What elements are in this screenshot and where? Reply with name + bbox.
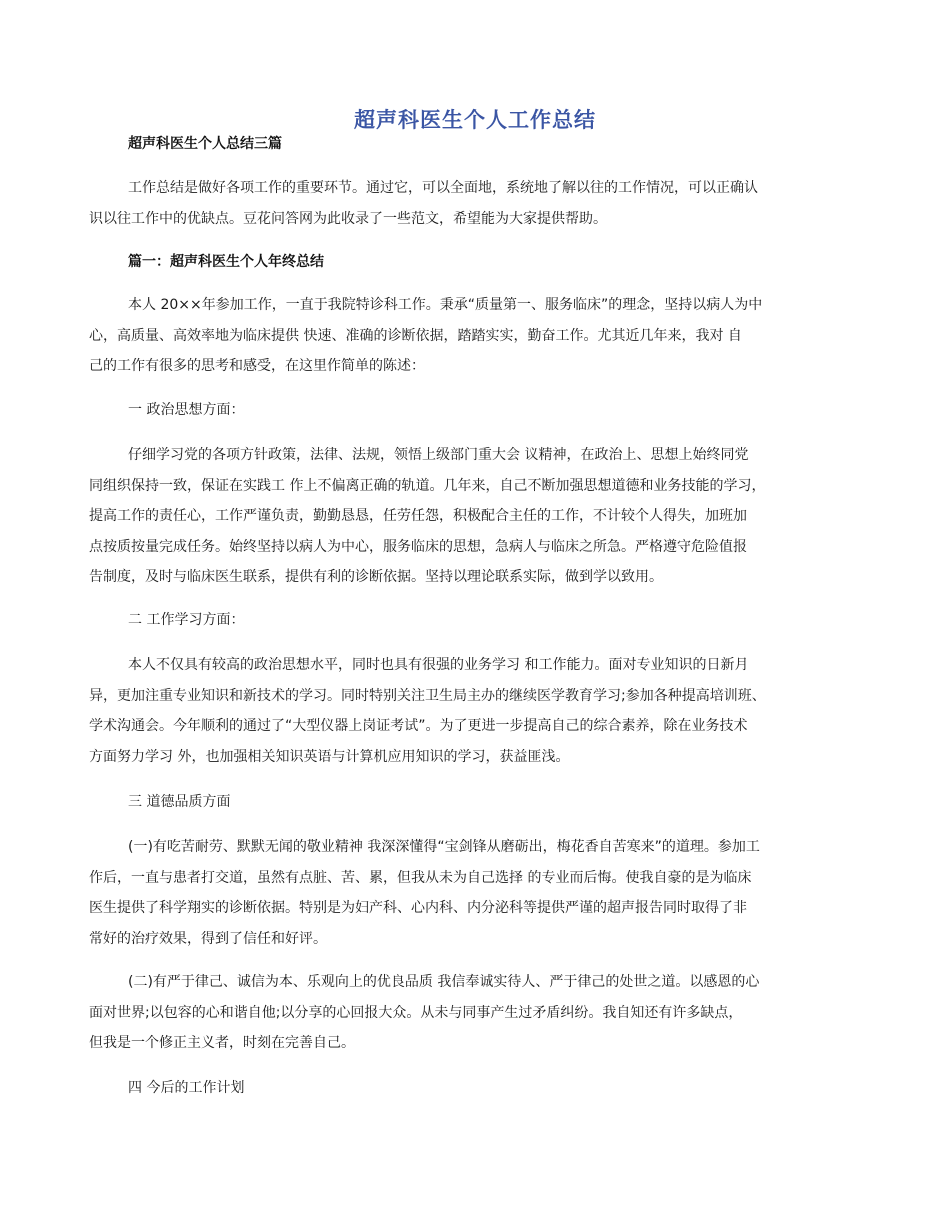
paragraph-line: 医生提供了科学翔实的诊断依据。特别是为妇产科、心内科、内分泌科等提供严谨的超声报告同时取得了非 <box>89 900 747 916</box>
paragraph-line: 己的工作有很多的思考和感受，在这里作简单的陈述： <box>89 358 425 374</box>
paragraph-line: 常好的治疗效果，得到了信任和好评。 <box>89 930 327 947</box>
section2-heading: 二 工作学习方面： <box>128 612 245 628</box>
section3-heading: 三 道德品质方面 <box>128 794 231 810</box>
paragraph-line: 仔细学习党的各项方针政策，法律、法规，领悟上级部门重大会 议精神，在政治上、思想上始终同党 <box>128 447 749 463</box>
paragraph-p1 <box>89 290 879 382</box>
paragraph-p2 <box>89 440 879 593</box>
paragraph-line: 异，更加注重专业知识和新技术的学习。同时特别关注卫生局主办的继续医学教育学习;参加各种提高培训班、 <box>89 687 766 704</box>
paragraph-p4 <box>89 832 879 954</box>
section4-heading: 四 今后的工作计划 <box>128 1080 245 1096</box>
paragraph-line: 识以往工作中的优缺点。豆花问答网为此收录了一些范文，希望能为大家提供帮助。 <box>89 210 607 227</box>
paragraph-line: 提高工作的责任心，工作严谨负责，勤勤恳恳，任劳任怨，积极配合主任的工作，不计较个人得失，加班加 <box>89 508 747 524</box>
paragraph-line: 本人不仅具有较高的政治思想水平，同时也具有很强的业务学习 和工作能力。面对专业知识的日新月 <box>128 657 749 673</box>
paragraph-line: 作后，一直与患者打交道，虽然有点脏、苦、累，但我从未为自己选择 的专业而后悔。使我自豪的是为临床 <box>89 869 752 886</box>
paragraph-line: 工作总结是做好各项工作的重要环节。通过它，可以全面地，系统地了解以往的工作情况，可以正确认 <box>128 180 758 196</box>
section1-heading: 一 政治思想方面： <box>128 402 245 418</box>
paragraph-line: (一)有吃苦耐劳、默默无闻的敬业精神 我深深懂得“宝剑锋从磨砺出，梅花香自苦寒来”的道理。参加工 <box>128 839 760 855</box>
paragraph-line: 本人 20××年参加工作，一直于我院特诊科工作。秉承“质量第一、服务临床”的理念，坚持以病人为中 <box>128 297 763 313</box>
paragraph-line: 面对世界;以包容的心和谐自他;以分享的心回报大众。从未与同事产生过矛盾纠纷。我自知还有许多缺点， <box>89 1004 743 1021</box>
document-title: 超声科医生个人工作总结 <box>354 108 596 132</box>
paragraph-line: 但我是一个修正主义者，时刻在完善自己。 <box>89 1035 355 1051</box>
paragraph-line: 心，高质量、高效率地为临床提供 快速、准确的诊断依据，踏踏实实，勤奋工作。尤其近几年来，我对 自 <box>89 327 742 344</box>
paragraph-p5 <box>89 967 879 1059</box>
paragraph-line: 同组织保持一致，保证在实践工 作上不偏离正确的轨道。几年来，自己不断加强思想道德和业务技能的学习， <box>89 477 766 494</box>
paragraph-line: 告制度，及时与临床医生联系，提供有利的诊断依据。坚持以理论联系实际，做到学以致用。 <box>89 569 663 585</box>
intro-paragraph <box>89 173 879 234</box>
paragraph-line: 学术沟通会。今年顺利的通过了“大型仪器上岗证考试”。为了更进一步提高自己的综合素养，除在业务技术 <box>89 718 748 734</box>
paragraph-line: (二)有严于律己、诚信为本、乐观向上的优良品质 我信奉诚实待人、严于律己的处世之道。以感恩的心 <box>128 974 760 990</box>
document-subtitle: 超声科医生个人总结三篇 <box>128 136 282 152</box>
paragraph-line: 点按质按量完成任务。始终坚持以病人为中心，服务临床的思想，急病人与临床之所急。严格遵守危险值报 <box>89 538 747 555</box>
part1-heading: 篇一：超声科医生个人年终总结 <box>128 254 324 270</box>
paragraph-line: 方面努力学习 外，也加强相关知识英语与计算机应用知识的学习，获益匪浅。 <box>89 748 570 765</box>
paragraph-p3 <box>89 650 879 772</box>
